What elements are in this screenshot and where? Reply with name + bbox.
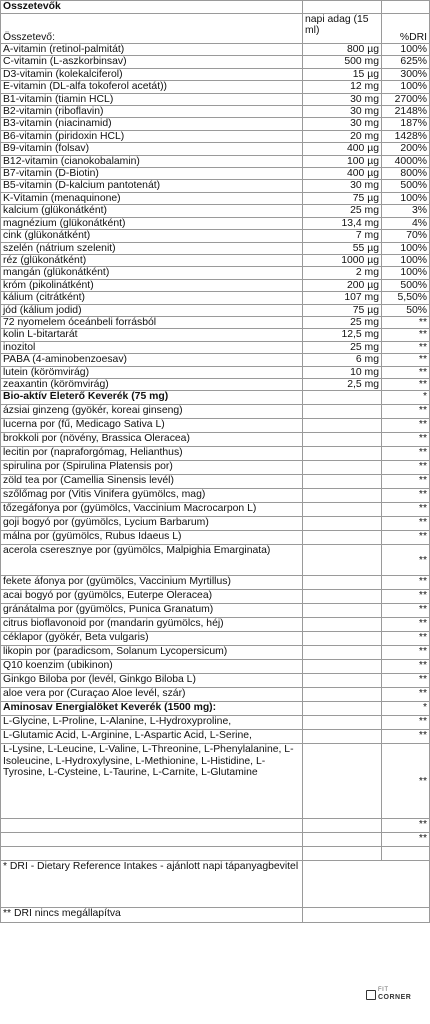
ingredient-dri: *	[382, 391, 430, 405]
ingredient-dose	[303, 503, 382, 517]
ingredient-dri: **	[382, 461, 430, 475]
ingredient-dri: 2700%	[382, 93, 430, 105]
table-row	[1, 833, 430, 847]
table-row	[1, 93, 430, 105]
table-row	[1, 545, 430, 576]
ingredient-dose: 30 mg	[303, 106, 382, 118]
ingredient-dri: *	[382, 702, 430, 716]
ingredient-dose	[303, 674, 382, 688]
ingredient-dose	[303, 590, 382, 604]
ingredient-dose: 20 mg	[303, 130, 382, 142]
ingredient-dose	[303, 833, 382, 847]
table-row	[1, 304, 430, 316]
ingredient-name: A-vitamin (retinol-palmitát)	[1, 44, 303, 56]
ingredient-dose	[303, 688, 382, 702]
table-row	[1, 341, 430, 353]
ingredient-name: gránátalma por (gyümölcs, Punica Granatum)	[1, 604, 303, 618]
ingredient-dri: **	[382, 366, 430, 378]
ingredient-name: fekete áfonya por (gyümölcs, Vaccinium Myrtillus)	[1, 576, 303, 590]
ingredient-dri: **	[382, 730, 430, 744]
ingredient-dri: **	[382, 433, 430, 447]
ingredient-dri: 500%	[382, 279, 430, 291]
table-row	[1, 217, 430, 229]
table-row	[1, 461, 430, 475]
ingredient-dose: 30 mg	[303, 93, 382, 105]
ingredient-name: lecitin por (napraforgómag, Helianthus)	[1, 447, 303, 461]
table-row	[1, 254, 430, 266]
table-row	[1, 230, 430, 242]
table-row	[1, 143, 430, 155]
table-row	[1, 702, 430, 716]
ingredient-name: réz (glükonátként)	[1, 254, 303, 266]
ingredient-dose	[303, 646, 382, 660]
ingredient-name: acai bogyó por (gyümölcs, Euterpe Oleracea)	[1, 590, 303, 604]
ingredient-dose: 12,5 mg	[303, 329, 382, 341]
ingredient-name: B1-vitamin (tiamin HCL)	[1, 93, 303, 105]
table-row	[1, 267, 430, 279]
ingredient-name: Q10 koenzim (ubikinon)	[1, 660, 303, 674]
logo-line-1: FIT	[378, 987, 389, 993]
ingredient-dri: **	[382, 744, 430, 819]
table-row	[1, 688, 430, 702]
ingredient-dri: **	[382, 489, 430, 503]
ingredient-name: goji bogyó por (gyümölcs, Lycium Barbarum)	[1, 517, 303, 531]
ingredient-dri: 1428%	[382, 130, 430, 142]
table-row	[1, 391, 430, 405]
ingredient-name: aloe vera por (Curaçao Aloe levél, szár)	[1, 688, 303, 702]
table-row	[1, 632, 430, 646]
ingredient-dose: 400 µg	[303, 168, 382, 180]
ingredient-dri: **	[382, 632, 430, 646]
ingredient-dri: **	[382, 590, 430, 604]
ingredient-dose	[303, 847, 382, 861]
table-row	[1, 419, 430, 433]
ingredient-dose	[303, 819, 382, 833]
ingredient-dri: **	[382, 378, 430, 390]
table-row	[1, 618, 430, 632]
ingredient-dose: 107 mg	[303, 292, 382, 304]
ingredient-dose: 12 mg	[303, 81, 382, 93]
ingredient-dri: **	[382, 419, 430, 433]
ingredient-dose: 100 µg	[303, 155, 382, 167]
ingredient-dri: 100%	[382, 254, 430, 266]
ingredient-dri: 100%	[382, 242, 430, 254]
ingredient-name: B6-vitamin (piridoxin HCL)	[1, 130, 303, 142]
table-row	[1, 316, 430, 328]
table-row	[1, 660, 430, 674]
ingredient-dose: 400 µg	[303, 143, 382, 155]
ingredient-dri: 4000%	[382, 155, 430, 167]
table-row	[1, 192, 430, 204]
table-row	[1, 489, 430, 503]
ingredient-dose: 2 mg	[303, 267, 382, 279]
ingredient-dri: 500%	[382, 180, 430, 192]
logo-square-icon	[366, 990, 376, 1000]
ingredient-name: B12-vitamin (cianokobalamin)	[1, 155, 303, 167]
ingredient-name: C-vitamin (L-aszkorbinsav)	[1, 56, 303, 68]
ingredient-name: B7-vitamin (D-Biotin)	[1, 168, 303, 180]
ingredient-dri: **	[382, 688, 430, 702]
ingredient-name: brokkoli por (növény, Brassica Oleracea)	[1, 433, 303, 447]
ingredient-dri: 625%	[382, 56, 430, 68]
ingredient-dose: 25 mg	[303, 205, 382, 217]
fitcorner-logo	[366, 986, 410, 1006]
ingredient-dose	[303, 730, 382, 744]
ingredient-dri: 300%	[382, 68, 430, 80]
ingredient-dri: 800%	[382, 168, 430, 180]
ingredient-name: PABA (4-aminobenzoesav)	[1, 354, 303, 366]
ingredient-dose: 15 µg	[303, 68, 382, 80]
table-row	[1, 744, 430, 819]
ingredient-name: jód (kálium jodid)	[1, 304, 303, 316]
ingredient-dri: **	[382, 503, 430, 517]
ingredient-dose	[303, 419, 382, 433]
ingredient-dose	[303, 618, 382, 632]
ingredient-dri: **	[382, 604, 430, 618]
ingredient-name: lutein (körömvirág)	[1, 366, 303, 378]
table-row	[1, 475, 430, 489]
ingredient-dri	[382, 847, 430, 861]
table-row	[1, 118, 430, 130]
table-title: Összetevők	[1, 1, 303, 14]
ingredient-name: B2-vitamin (riboflavin)	[1, 106, 303, 118]
ingredient-name: Bio-aktív Életerő Keverék (75 mg)	[1, 391, 303, 405]
ingredient-name: mangán (glükonátként)	[1, 267, 303, 279]
ingredient-dri: 100%	[382, 81, 430, 93]
ingredient-dose: 25 mg	[303, 341, 382, 353]
table-row	[1, 130, 430, 142]
ingredient-name: likopin por (paradicsom, Solanum Lycopersicum)	[1, 646, 303, 660]
ingredient-dri: 50%	[382, 304, 430, 316]
table-row	[1, 68, 430, 80]
ingredient-dri: **	[382, 354, 430, 366]
ingredient-dri: **	[382, 660, 430, 674]
table-row	[1, 155, 430, 167]
ingredient-name: króm (pikolinátként)	[1, 279, 303, 291]
ingredient-dose: 25 mg	[303, 316, 382, 328]
ingredient-name: L-Glutamic Acid, L-Arginine, L-Aspartic Acid, L-Serine,	[1, 730, 303, 744]
ingredient-name: céklapor (gyökér, Beta vulgaris)	[1, 632, 303, 646]
ingredient-dri: 200%	[382, 143, 430, 155]
ingredient-name: szelén (nátrium szelenit)	[1, 242, 303, 254]
table-row	[1, 205, 430, 217]
ingredient-name: 72 nyomelem óceánbeli forrásból	[1, 316, 303, 328]
ingredient-name: kolin L-bitartarát	[1, 329, 303, 341]
header-ingredient: Összetevő:	[1, 14, 303, 44]
ingredient-dose	[303, 433, 382, 447]
ingredient-dose	[303, 405, 382, 419]
table-row	[1, 44, 430, 56]
ingredient-name: cink (glükonátként)	[1, 230, 303, 242]
table-row	[1, 646, 430, 660]
ingredient-dose	[303, 545, 382, 576]
ingredient-dri: **	[382, 447, 430, 461]
ingredient-dose: 800 µg	[303, 44, 382, 56]
ingredient-dri: **	[382, 316, 430, 328]
table-row	[1, 433, 430, 447]
ingredient-dose: 75 µg	[303, 304, 382, 316]
ingredient-dri: 100%	[382, 192, 430, 204]
table-row	[1, 847, 430, 861]
ingredient-dri: **	[382, 341, 430, 353]
ingredient-name: zöld tea por (Camellia Sinensis levél)	[1, 475, 303, 489]
ingredient-dri: **	[382, 576, 430, 590]
table-row	[1, 279, 430, 291]
footnote-dri: * DRI - Dietary Reference Intakes - ajánlott napi tápanyagbevitel	[1, 861, 303, 908]
ingredient-dri: 2148%	[382, 106, 430, 118]
table-row	[1, 730, 430, 744]
logo-line-2: CORNER	[378, 994, 412, 1001]
ingredient-dose: 13,4 mg	[303, 217, 382, 229]
ingredient-dri: **	[382, 475, 430, 489]
ingredient-name: tőzegáfonya por (gyümölcs, Vaccinium Macrocarpon L)	[1, 503, 303, 517]
ingredient-name: ázsiai ginzeng (gyökér, koreai ginseng)	[1, 405, 303, 419]
ingredient-dri: **	[382, 833, 430, 847]
table-row	[1, 378, 430, 390]
ingredient-name: B5-vitamin (D-kalcium pantotenát)	[1, 180, 303, 192]
ingredient-dri: **	[382, 531, 430, 545]
ingredient-dose: 7 mg	[303, 230, 382, 242]
ingredient-name: zeaxantin (körömvirág)	[1, 378, 303, 390]
ingredient-dri: **	[382, 646, 430, 660]
table-row	[1, 292, 430, 304]
ingredient-dose	[303, 475, 382, 489]
table-row	[1, 242, 430, 254]
ingredient-dose	[303, 744, 382, 819]
ingredient-dose: 1000 µg	[303, 254, 382, 266]
ingredient-name: citrus bioflavonoid por (mandarin gyümölcs, héj)	[1, 618, 303, 632]
table-row	[1, 81, 430, 93]
ingredient-dri: 4%	[382, 217, 430, 229]
ingredient-dose	[303, 576, 382, 590]
header-dose: napi adag (15 ml)	[303, 14, 382, 44]
ingredient-dose: 30 mg	[303, 118, 382, 130]
table-row	[1, 405, 430, 419]
ingredient-name: Aminosav Energialöket Keverék (1500 mg):	[1, 702, 303, 716]
ingredient-name: magnézium (glükonátként)	[1, 217, 303, 229]
ingredient-dri: **	[382, 716, 430, 730]
ingredient-name	[1, 833, 303, 847]
ingredient-dose	[303, 604, 382, 618]
header-dri: %DRI	[382, 14, 430, 44]
ingredient-dri: 3%	[382, 205, 430, 217]
ingredient-dri: **	[382, 819, 430, 833]
ingredient-name: B9-vitamin (folsav)	[1, 143, 303, 155]
ingredient-name: kálium (citrátként)	[1, 292, 303, 304]
ingredient-dri: 100%	[382, 267, 430, 279]
ingredient-dose: 200 µg	[303, 279, 382, 291]
table-row	[1, 819, 430, 833]
ingredient-dri: 187%	[382, 118, 430, 130]
ingredient-name	[1, 847, 303, 861]
ingredient-dose: 75 µg	[303, 192, 382, 204]
ingredient-name: B3-vitamin (niacinamid)	[1, 118, 303, 130]
ingredient-dose: 30 mg	[303, 180, 382, 192]
ingredient-dose: 6 mg	[303, 354, 382, 366]
ingredient-name	[1, 819, 303, 833]
ingredient-name: kalcium (glükonátként)	[1, 205, 303, 217]
table-row	[1, 447, 430, 461]
table-row	[1, 590, 430, 604]
table-row	[1, 531, 430, 545]
table-row	[1, 517, 430, 531]
ingredient-dose	[303, 447, 382, 461]
ingredient-dri: **	[382, 545, 430, 576]
ingredient-dose	[303, 489, 382, 503]
ingredient-dose	[303, 702, 382, 716]
ingredient-name: lucerna por (fű, Medicago Sativa L)	[1, 419, 303, 433]
ingredient-name: Ginkgo Biloba por (levél, Ginkgo Biloba L)	[1, 674, 303, 688]
ingredient-dri: **	[382, 517, 430, 531]
table-row	[1, 716, 430, 730]
ingredient-name: spirulina por (Spirulina Platensis por)	[1, 461, 303, 475]
table-row	[1, 366, 430, 378]
ingredient-dose	[303, 391, 382, 405]
ingredient-dri: 100%	[382, 44, 430, 56]
ingredient-dose: 500 mg	[303, 56, 382, 68]
footnote-no-dri: ** DRI nincs megállapítva	[1, 908, 303, 923]
ingredient-dri: **	[382, 329, 430, 341]
ingredient-dri: **	[382, 405, 430, 419]
ingredient-dose: 10 mg	[303, 366, 382, 378]
ingredient-dose: 2,5 mg	[303, 378, 382, 390]
table-row	[1, 106, 430, 118]
ingredient-dri: 5,50%	[382, 292, 430, 304]
ingredient-dri: **	[382, 618, 430, 632]
ingredient-name: D3-vitamin (kolekalciferol)	[1, 68, 303, 80]
ingredient-dri: 70%	[382, 230, 430, 242]
table-row	[1, 329, 430, 341]
table-row	[1, 56, 430, 68]
ingredient-dose	[303, 716, 382, 730]
table-row	[1, 503, 430, 517]
ingredient-name: málna por (gyümölcs, Rubus Idaeus L)	[1, 531, 303, 545]
ingredient-dose	[303, 660, 382, 674]
ingredient-name: acerola cseresznye por (gyümölcs, Malpighia Emarginata)	[1, 545, 303, 576]
ingredient-dose: 55 µg	[303, 242, 382, 254]
table-row	[1, 180, 430, 192]
table-row	[1, 168, 430, 180]
ingredient-name: E-vitamin (DL-alfa tokoferol acetát))	[1, 81, 303, 93]
ingredient-dri: **	[382, 674, 430, 688]
ingredient-name: szőlőmag por (Vitis Vinifera gyümölcs, mag)	[1, 489, 303, 503]
ingredient-dose	[303, 517, 382, 531]
table-row	[1, 354, 430, 366]
ingredient-name: K-Vitamin (menaquinone)	[1, 192, 303, 204]
table-row	[1, 674, 430, 688]
table-row	[1, 604, 430, 618]
ingredient-name: inozitol	[1, 341, 303, 353]
ingredient-dose	[303, 461, 382, 475]
ingredient-name: L-Glycine, L-Proline, L-Alanine, L-Hydroxyproline,	[1, 716, 303, 730]
table-row	[1, 576, 430, 590]
ingredient-name: L-Lysine, L-Leucine, L-Valine, L-Threonine, L-Phenylalanine, L-Isoleucine, L-Hydroxylysine, L-Methionine, L-Histidine, L-Tyrosine, L-Cysteine, L-Taurine, L-Carnite, L-Glutamine	[1, 744, 303, 819]
ingredient-dose	[303, 531, 382, 545]
ingredient-dose	[303, 632, 382, 646]
